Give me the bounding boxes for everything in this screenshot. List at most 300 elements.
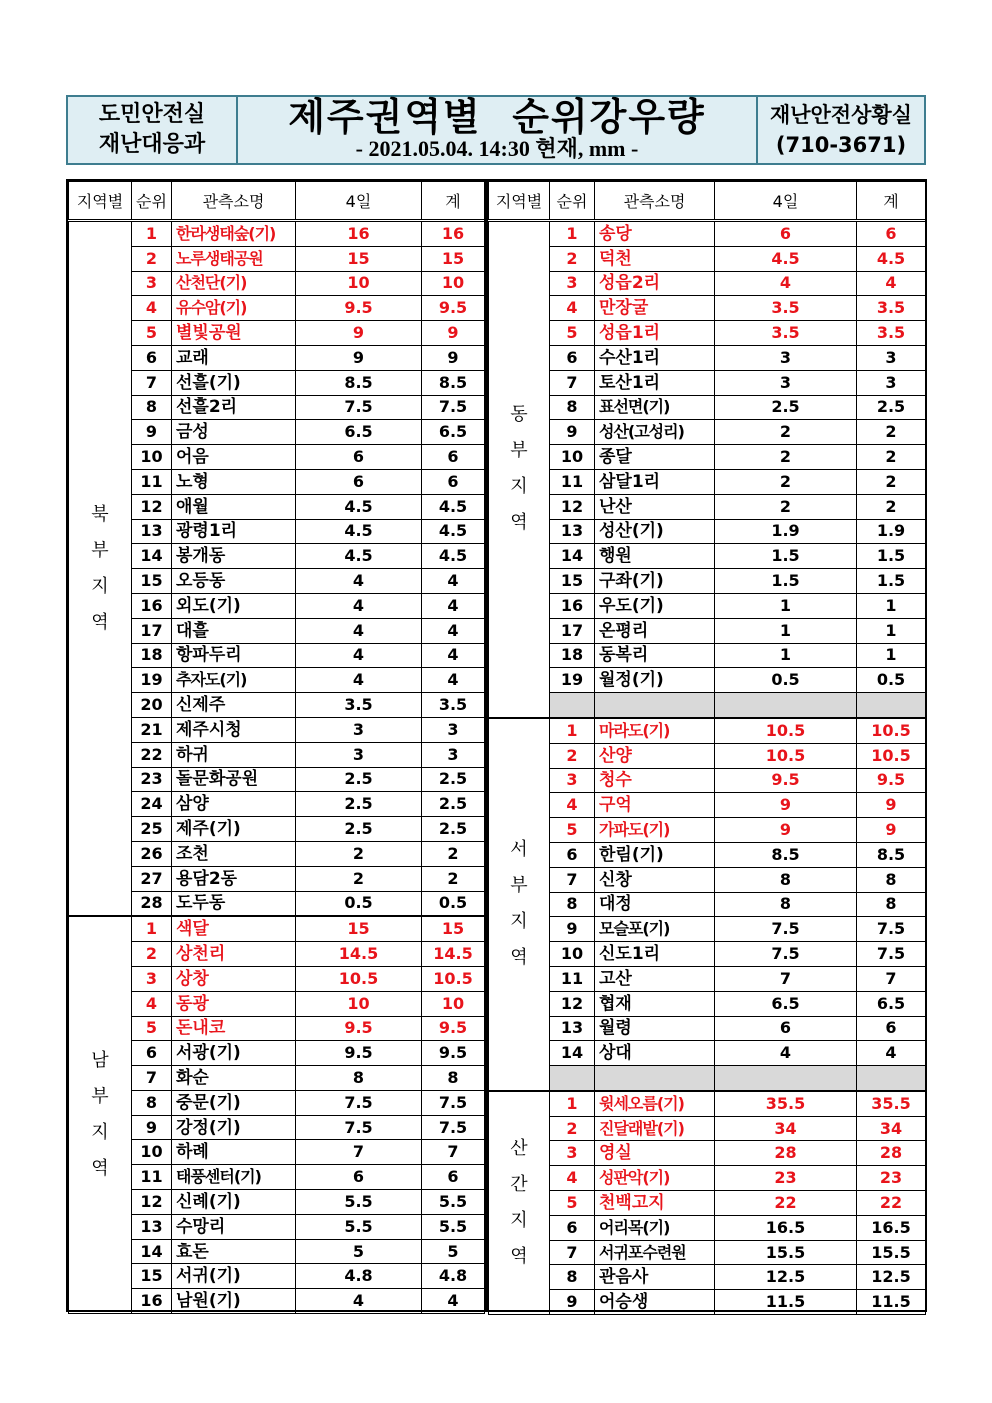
day-rainfall: 4 [296,1289,422,1314]
rank-cell: 4 [550,793,595,818]
table-row [489,867,926,892]
station-name: 신창 [595,867,715,892]
total-rainfall: 9.5 [857,768,926,793]
station-name: 협재 [595,991,715,1016]
day-rainfall: 2 [715,420,857,445]
region-char: 지 [510,476,528,498]
rank-cell: 9 [132,1115,172,1140]
table-header-row [69,182,485,221]
rank-cell: 8 [550,1265,595,1290]
table-row [489,793,926,818]
total-rainfall: 10 [422,991,485,1016]
day-rainfall: 4.5 [715,246,857,271]
total-rainfall: 1 [857,593,926,618]
table-row [489,221,926,247]
day-rainfall: 6 [715,221,857,247]
table-row [69,345,485,370]
station-name: 성읍2리 [595,271,715,296]
report-title: 제주권역별 순위강우량 [288,95,706,139]
table-row [489,246,926,271]
table-row [69,916,485,941]
rank-cell: 8 [132,1090,172,1115]
rank-cell: 12 [550,991,595,1016]
table-row [489,321,926,346]
table-row [489,818,926,843]
table-row [69,742,485,767]
table-row [69,593,485,618]
total-rainfall: 1 [857,643,926,668]
col-region: 지역별 [489,182,550,221]
total-rainfall: 7 [857,966,926,991]
rank-cell: 14 [132,1239,172,1264]
station-name: 산양 [595,743,715,768]
table-row [489,942,926,967]
total-rainfall: 9 [857,793,926,818]
blank-row [489,1066,926,1091]
region-label [489,221,550,718]
total-rainfall: 2 [857,494,926,519]
day-rainfall: 1.5 [715,544,857,569]
table-row [489,296,926,321]
region-char: 역 [91,611,109,633]
total-rainfall: 7 [422,1140,485,1165]
station-name: 제주(기) [172,817,296,842]
rank-cell: 4 [550,296,595,321]
station-name: 종달 [595,445,715,470]
col-total: 계 [422,182,485,221]
blank-cell [550,1066,595,1091]
total-rainfall: 7.5 [422,1115,485,1140]
station-name: 윗세오름(기) [595,1091,715,1116]
right-rainfall-table [486,179,927,1312]
day-rainfall: 9 [296,345,422,370]
total-rainfall: 1 [857,618,926,643]
rank-cell: 7 [132,370,172,395]
station-name: 어승생 [595,1290,715,1315]
day-rainfall: 3.5 [715,296,857,321]
day-rainfall: 6 [296,1165,422,1190]
total-rainfall: 3 [857,345,926,370]
day-rainfall: 7 [296,1140,422,1165]
total-rainfall: 7.5 [422,395,485,420]
col-rank: 순위 [132,182,172,221]
day-rainfall: 23 [715,1166,857,1191]
rank-cell: 23 [132,767,172,792]
station-name: 조천 [172,841,296,866]
table-row [489,668,926,693]
table-row [489,1166,926,1191]
total-rainfall: 4 [857,271,926,296]
total-rainfall: 4.5 [422,519,485,544]
station-name: 관음사 [595,1265,715,1290]
day-rainfall: 1.9 [715,519,857,544]
total-rainfall: 2 [857,469,926,494]
table-row [69,717,485,742]
day-rainfall: 16.5 [715,1215,857,1240]
total-rainfall: 2 [422,841,485,866]
day-rainfall: 15 [296,246,422,271]
day-rainfall: 9 [296,321,422,346]
day-rainfall: 4 [296,643,422,668]
region-char: 지 [510,911,528,933]
total-rainfall: 9 [422,345,485,370]
total-rainfall: 15.5 [857,1240,926,1265]
table-row [489,519,926,544]
table-row [69,767,485,792]
total-rainfall: 15 [422,916,485,941]
station-name: 하귀 [172,742,296,767]
table-row [489,718,926,743]
rank-cell: 5 [550,321,595,346]
rank-cell: 2 [132,246,172,271]
department-line-2: 재난대응과 [98,132,206,157]
total-rainfall: 4 [422,593,485,618]
station-name: 덕천 [595,246,715,271]
day-rainfall: 22 [715,1191,857,1216]
table-row [489,544,926,569]
total-rainfall: 4 [422,1289,485,1314]
station-name: 화순 [172,1066,296,1091]
rank-cell: 3 [550,271,595,296]
table-row [489,569,926,594]
station-name: 진달래밭(기) [595,1116,715,1141]
table-row [69,817,485,842]
rank-cell: 13 [550,1016,595,1041]
total-rainfall: 4 [422,569,485,594]
region-char: 지 [91,575,109,597]
total-rainfall: 23 [857,1166,926,1191]
region-char: 부 [510,440,528,462]
station-name: 외도(기) [172,593,296,618]
table-row [489,370,926,395]
region-char: 부 [91,1086,109,1108]
col-region: 지역별 [69,182,132,221]
day-rainfall: 7.5 [715,917,857,942]
region-label [69,221,132,917]
station-name: 서광(기) [172,1041,296,1066]
rank-cell: 15 [132,569,172,594]
day-rainfall: 2.5 [296,792,422,817]
region-label [489,1091,550,1315]
total-rainfall: 3.5 [857,296,926,321]
table-row [69,1214,485,1239]
table-row [489,1091,926,1116]
day-rainfall: 3 [296,717,422,742]
total-rainfall: 10 [422,271,485,296]
station-name: 난산 [595,494,715,519]
total-rainfall: 4 [422,643,485,668]
col-day: 4일 [715,182,857,221]
day-rainfall: 4 [296,668,422,693]
table-row [489,395,926,420]
table-row [69,966,485,991]
col-rank: 순위 [550,182,595,221]
station-name: 돌문화공원 [172,767,296,792]
station-name: 선흘2리 [172,395,296,420]
day-rainfall: 15.5 [715,1240,857,1265]
region-char: 부 [91,539,109,561]
total-rainfall: 12.5 [857,1265,926,1290]
region-char: 남 [91,1050,109,1072]
station-name: 유수암(기) [172,296,296,321]
day-rainfall: 15 [296,916,422,941]
day-rainfall: 34 [715,1116,857,1141]
station-name: 상천리 [172,942,296,967]
table-row [69,221,485,247]
station-name: 태풍센터(기) [172,1165,296,1190]
station-name: 동복리 [595,643,715,668]
day-rainfall: 16 [296,221,422,247]
station-name: 하례 [172,1140,296,1165]
rank-cell: 1 [132,916,172,941]
region-char: 북 [91,503,109,525]
table-row [69,271,485,296]
table-row [69,494,485,519]
station-name: 금성 [172,420,296,445]
table-row [69,445,485,470]
table-row [489,445,926,470]
station-name: 성읍1리 [595,321,715,346]
station-name: 구억 [595,793,715,818]
total-rainfall: 4 [422,668,485,693]
total-rainfall: 0.5 [422,891,485,916]
station-name: 어리목(기) [595,1215,715,1240]
table-row [69,1090,485,1115]
day-rainfall: 1.5 [715,569,857,594]
rank-cell: 8 [550,892,595,917]
rank-cell: 3 [550,768,595,793]
region-label [489,718,550,1091]
day-rainfall: 5.5 [296,1190,422,1215]
table-row [69,420,485,445]
day-rainfall: 10.5 [715,718,857,743]
rank-cell: 1 [550,1091,595,1116]
table-row [489,1016,926,1041]
region-char: 부 [510,875,528,897]
day-rainfall: 7.5 [296,395,422,420]
total-rainfall: 5.5 [422,1190,485,1215]
rank-cell: 6 [550,1215,595,1240]
rank-cell: 6 [132,345,172,370]
day-rainfall: 3.5 [715,321,857,346]
station-name: 돈내코 [172,1016,296,1041]
station-name: 남원(기) [172,1289,296,1314]
day-rainfall: 2.5 [296,767,422,792]
table-row [489,768,926,793]
day-rainfall: 4.8 [296,1264,422,1289]
table-row [69,1289,485,1314]
table-row [69,618,485,643]
total-rainfall: 16 [422,221,485,247]
total-rainfall: 8.5 [422,370,485,395]
total-rainfall: 4 [857,1041,926,1066]
table-row [69,1016,485,1041]
rank-cell: 11 [550,469,595,494]
blank-row [489,693,926,718]
station-name: 성판악(기) [595,1166,715,1191]
station-name: 월령 [595,1016,715,1041]
total-rainfall: 9.5 [422,1016,485,1041]
rank-cell: 19 [132,668,172,693]
day-rainfall: 7.5 [296,1115,422,1140]
day-rainfall: 3 [296,742,422,767]
total-rainfall: 9.5 [422,296,485,321]
rank-cell: 9 [550,1290,595,1315]
table-row [69,643,485,668]
total-rainfall: 0.5 [857,668,926,693]
day-rainfall: 5.5 [296,1214,422,1239]
table-row [69,519,485,544]
rank-cell: 10 [550,445,595,470]
table-row [69,1190,485,1215]
rank-cell: 13 [550,519,595,544]
table-row [489,618,926,643]
office-box [758,97,924,163]
rank-cell: 11 [550,966,595,991]
table-row [69,693,485,718]
total-rainfall: 8 [422,1066,485,1091]
rank-cell: 7 [550,1240,595,1265]
station-name: 월정(기) [595,668,715,693]
day-rainfall: 2 [296,841,422,866]
rank-cell: 2 [132,942,172,967]
total-rainfall: 7.5 [857,917,926,942]
total-rainfall: 3.5 [857,321,926,346]
total-rainfall: 4.8 [422,1264,485,1289]
day-rainfall: 4.5 [296,544,422,569]
col-day: 4일 [296,182,422,221]
station-name: 별빛공원 [172,321,296,346]
rank-cell: 3 [550,1141,595,1166]
rank-cell: 16 [550,593,595,618]
day-rainfall: 7.5 [296,1090,422,1115]
station-name: 애월 [172,494,296,519]
day-rainfall: 0.5 [296,891,422,916]
report-timestamp: - 2021.05.04. 14:30 현재, mm - [355,136,639,161]
station-name: 모슬포(기) [595,917,715,942]
rank-cell: 14 [550,1041,595,1066]
rank-cell: 21 [132,717,172,742]
rank-cell: 26 [132,841,172,866]
rank-cell: 2 [550,246,595,271]
day-rainfall: 8 [715,867,857,892]
station-name: 삼양 [172,792,296,817]
day-rainfall: 3.5 [296,693,422,718]
left-rainfall-table [66,179,486,1312]
table-row [489,1041,926,1066]
day-rainfall: 6.5 [715,991,857,1016]
table-row [489,1290,926,1315]
day-rainfall: 10 [296,991,422,1016]
station-name: 색달 [172,916,296,941]
station-name: 고산 [595,966,715,991]
day-rainfall: 8 [715,892,857,917]
total-rainfall: 2.5 [422,817,485,842]
total-rainfall: 14.5 [422,942,485,967]
total-rainfall: 2 [857,445,926,470]
station-name: 행원 [595,544,715,569]
rank-cell: 10 [132,445,172,470]
total-rainfall: 35.5 [857,1091,926,1116]
total-rainfall: 9 [422,321,485,346]
day-rainfall: 3 [715,370,857,395]
table-row [69,891,485,916]
table-row [69,991,485,1016]
table-row [69,296,485,321]
table-row [69,841,485,866]
blank-cell [550,693,595,718]
total-rainfall: 7.5 [857,942,926,967]
day-rainfall: 9 [715,793,857,818]
day-rainfall: 4 [296,569,422,594]
table-row [489,1265,926,1290]
title-box [238,97,758,163]
blank-cell [595,693,715,718]
station-name: 선흘(기) [172,370,296,395]
day-rainfall: 8.5 [715,842,857,867]
rank-cell: 5 [132,321,172,346]
total-rainfall: 6 [857,1016,926,1041]
station-name: 어음 [172,445,296,470]
day-rainfall: 8 [296,1066,422,1091]
rank-cell: 24 [132,792,172,817]
office-name: 재난안전상황실 [769,103,912,127]
day-rainfall: 28 [715,1141,857,1166]
table-row [69,866,485,891]
rank-cell: 17 [132,618,172,643]
rank-cell: 4 [132,991,172,1016]
region-char: 지 [510,1209,528,1231]
total-rainfall: 6.5 [857,991,926,1016]
day-rainfall: 2 [715,445,857,470]
day-rainfall: 9.5 [296,1041,422,1066]
rank-cell: 12 [132,1190,172,1215]
table-row [489,842,926,867]
day-rainfall: 8.5 [296,370,422,395]
rank-cell: 9 [550,420,595,445]
station-name: 상대 [595,1041,715,1066]
day-rainfall: 6 [296,469,422,494]
rank-cell: 16 [132,593,172,618]
rank-cell: 3 [132,966,172,991]
station-name: 수산1리 [595,345,715,370]
total-rainfall: 8.5 [857,842,926,867]
blank-cell [857,1066,926,1091]
department-line-1: 도민안전실 [98,102,206,127]
day-rainfall: 10.5 [715,743,857,768]
station-name: 토산1리 [595,370,715,395]
day-rainfall: 35.5 [715,1091,857,1116]
region-char: 산 [510,1137,528,1159]
station-name: 성산(고성리) [595,420,715,445]
station-name: 수망리 [172,1214,296,1239]
rank-cell: 28 [132,891,172,916]
total-rainfall: 5.5 [422,1214,485,1239]
region-char: 지 [91,1122,109,1144]
table-row [489,469,926,494]
day-rainfall: 4.5 [296,519,422,544]
day-rainfall: 4.5 [296,494,422,519]
day-rainfall: 6.5 [296,420,422,445]
rank-cell: 17 [550,618,595,643]
rank-cell: 8 [550,395,595,420]
total-rainfall: 6 [422,469,485,494]
report-header [66,95,926,165]
table-row [69,1239,485,1264]
rank-cell: 6 [132,1041,172,1066]
total-rainfall: 3 [422,742,485,767]
station-name: 중문(기) [172,1090,296,1115]
